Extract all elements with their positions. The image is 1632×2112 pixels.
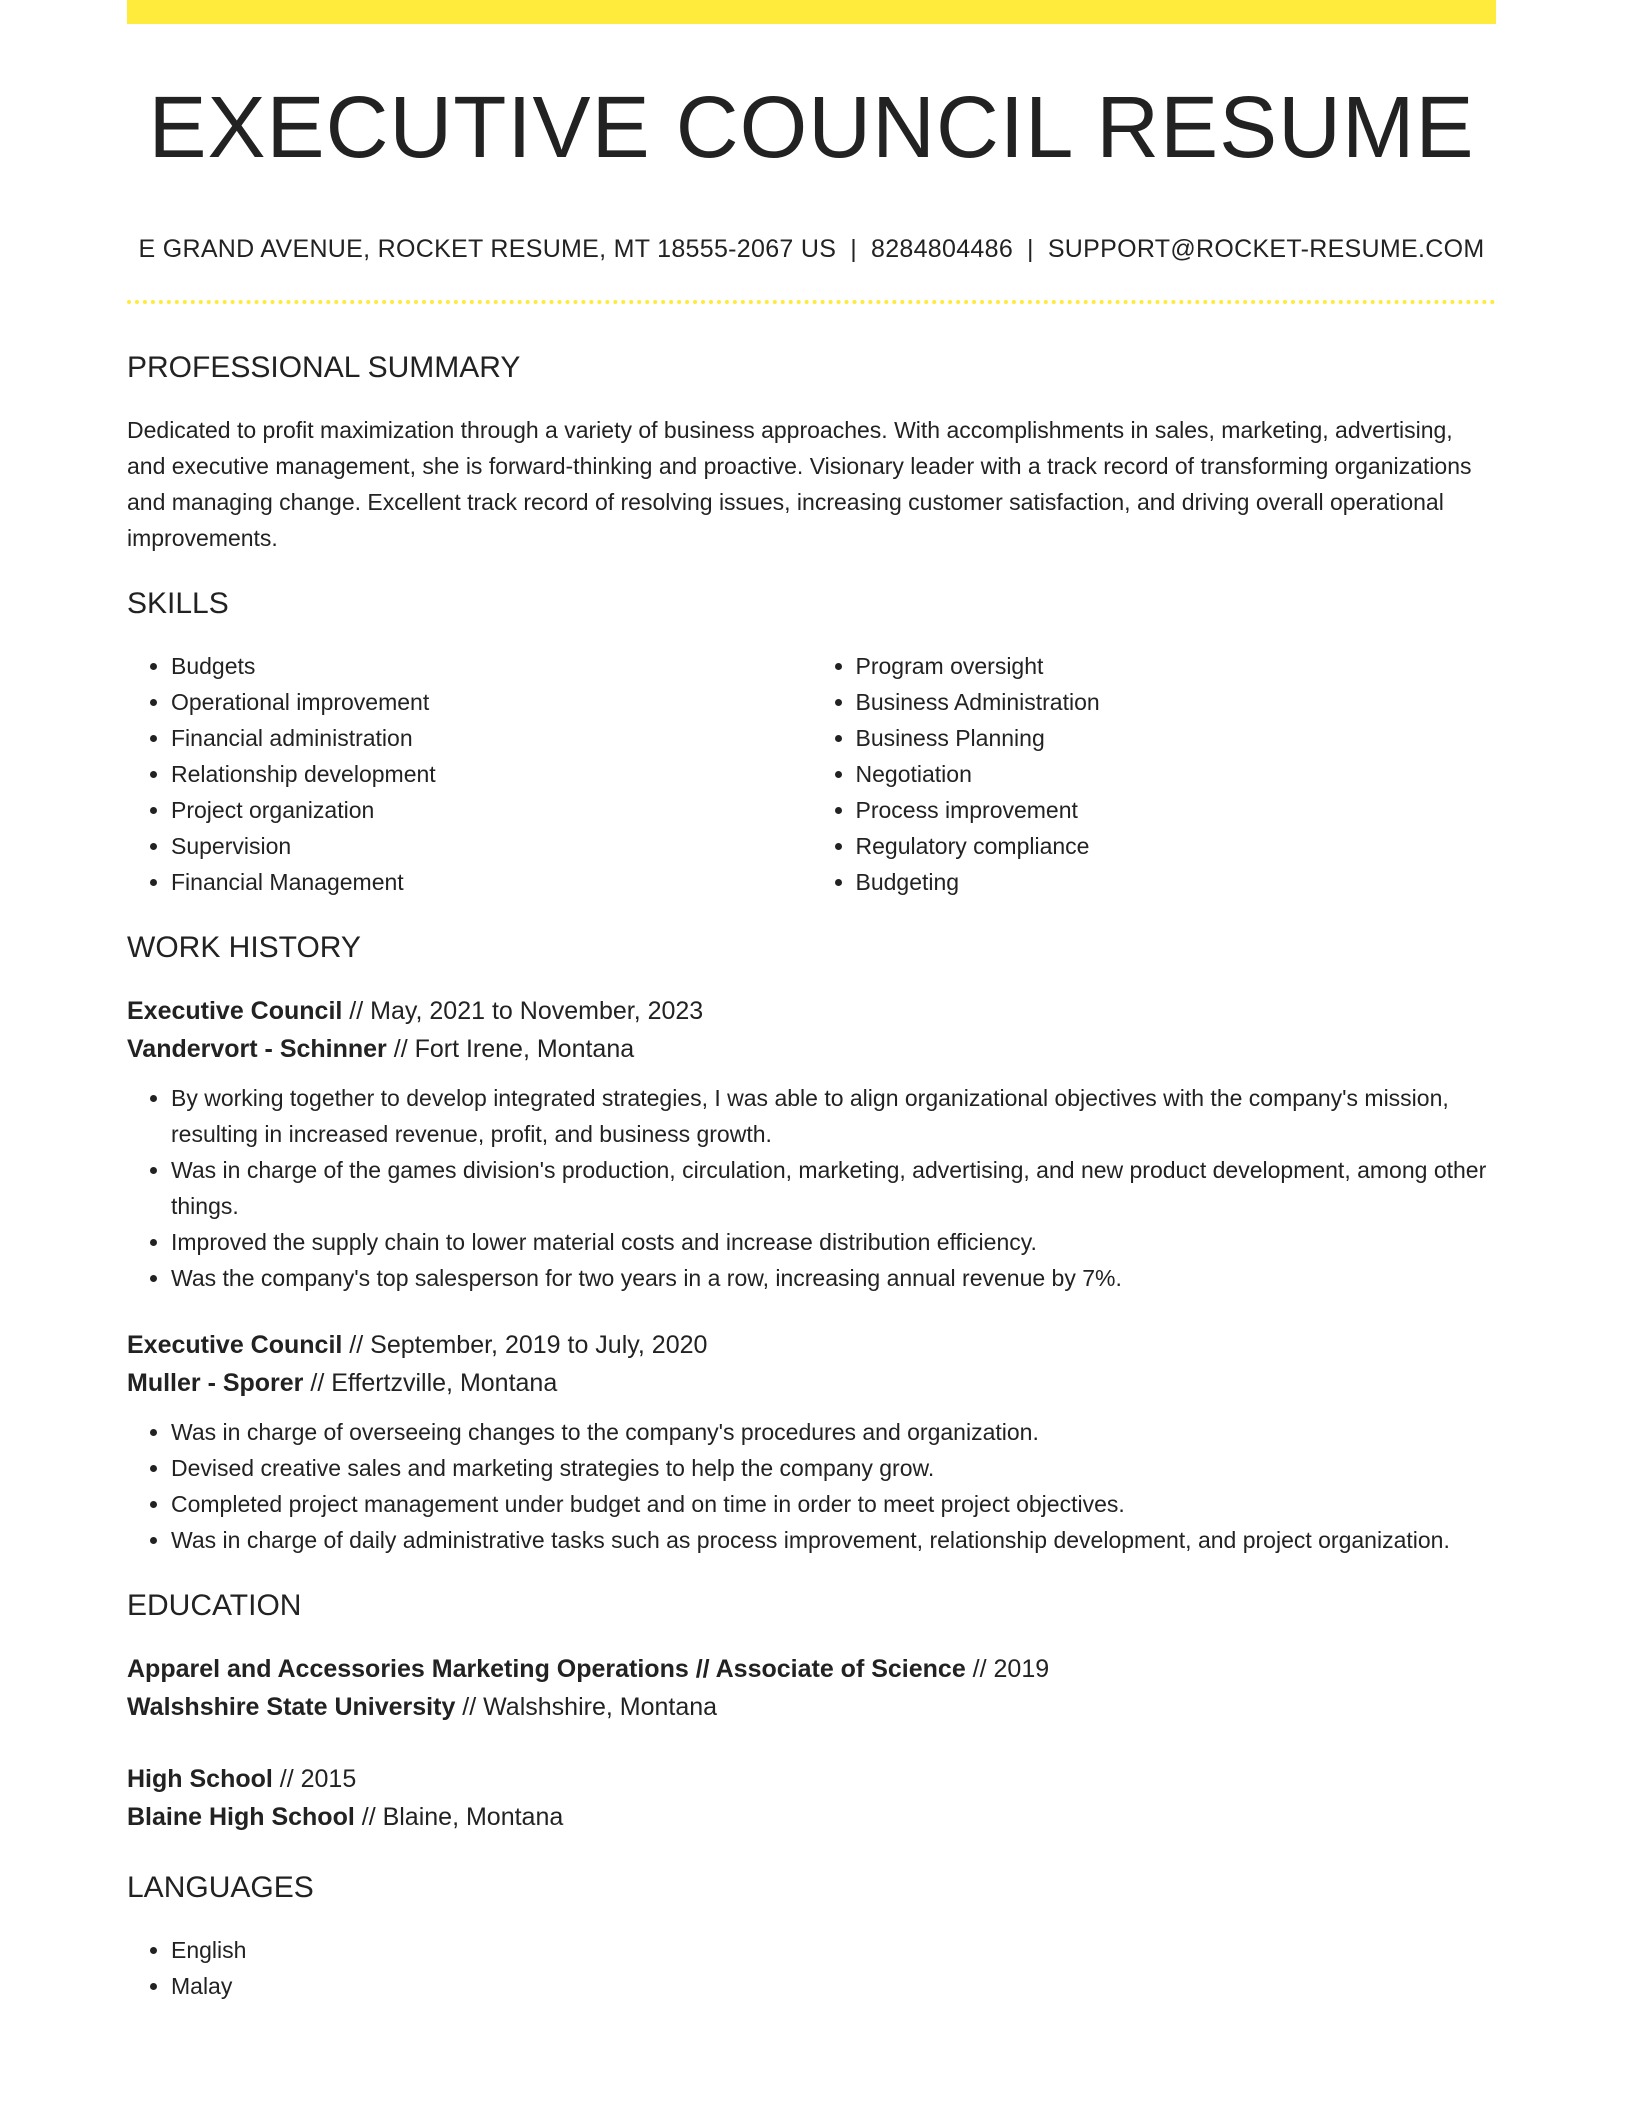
job-location: // Fort Irene, Montana <box>386 1034 635 1063</box>
contact-email: SUPPORT@ROCKET-RESUME.COM <box>1047 234 1485 263</box>
job-bullet: • Was in charge of daily administrative tasks such as process improvement, relationship development, and project organization. <box>171 1522 1496 1558</box>
skill-item: • Negotiation <box>856 756 1497 792</box>
education-degree: Apparel and Accessories Marketing Operations // Associate of Science <box>127 1654 966 1683</box>
job-bullet: • Improved the supply chain to lower material costs and increase distribution efficiency. <box>171 1224 1496 1260</box>
skill-item: • Program oversight <box>856 648 1497 684</box>
skill-item: • Business Administration <box>856 684 1497 720</box>
language-item: • English <box>171 1932 1496 1968</box>
education-degree-line <box>127 1760 1496 1798</box>
resume-title: EXECUTIVE COUNCIL RESUME <box>148 79 1475 176</box>
job-role: Executive Council <box>127 996 343 1025</box>
job-entry <box>127 992 1496 1296</box>
job-company: Vandervort - Schinner <box>127 1034 387 1063</box>
education-degree: High School <box>127 1764 273 1793</box>
education-degree-line <box>127 1650 1496 1688</box>
skill-item: • Budgets <box>171 648 812 684</box>
dotted-divider <box>127 300 1496 304</box>
education-school: Walshshire State University <box>127 1692 456 1721</box>
job-bullet: • Completed project management under budget and on time in order to meet project objectives. <box>171 1486 1496 1522</box>
skill-item: • Financial administration <box>171 720 812 756</box>
languages-heading: LANGUAGES <box>127 1870 314 1904</box>
job-entry <box>127 1326 1496 1558</box>
education-location: // Blaine, Montana <box>354 1802 564 1831</box>
language-item: • Malay <box>171 1968 1496 2004</box>
skill-item: • Budgeting <box>856 864 1497 900</box>
job-bullets <box>127 1080 1496 1296</box>
contact-separator: | <box>850 234 857 263</box>
languages-list <box>127 1932 1496 2004</box>
skill-item: • Process improvement <box>856 792 1497 828</box>
skills-heading: SKILLS <box>127 586 229 620</box>
job-bullet: • Was the company's top salesperson for two years in a row, increasing annual revenue by 7%. <box>171 1260 1496 1296</box>
job-bullet: • Devised creative sales and marketing strategies to help the company grow. <box>171 1450 1496 1486</box>
job-dates: // May, 2021 to November, 2023 <box>342 996 704 1025</box>
education-heading: EDUCATION <box>127 1588 302 1622</box>
job-role-line <box>127 1326 1496 1364</box>
skills-column-right <box>812 648 1497 900</box>
contact-separator: | <box>1027 234 1034 263</box>
skill-item: • Financial Management <box>171 864 812 900</box>
education-location: // Walshshire, Montana <box>455 1692 718 1721</box>
skill-item: • Supervision <box>171 828 812 864</box>
skills-list <box>127 648 1496 900</box>
job-dates: // September, 2019 to July, 2020 <box>342 1330 708 1359</box>
education-school-line <box>127 1798 1496 1836</box>
top-accent-bar <box>127 0 1496 24</box>
job-bullet: • By working together to develop integrated strategies, I was able to align organizational objectives with the company's mission, resulting in increased revenue, profit, and business growth. <box>171 1080 1496 1152</box>
job-company: Muller - Sporer <box>127 1368 304 1397</box>
job-bullets <box>127 1414 1496 1558</box>
skill-item: • Operational improvement <box>171 684 812 720</box>
job-bullet: • Was in charge of the games division's production, circulation, marketing, advertising, and new product development, among other things. <box>171 1152 1496 1224</box>
job-role-line <box>127 992 1496 1030</box>
education-year: // 2015 <box>272 1764 357 1793</box>
education-entry <box>127 1760 1496 1836</box>
skill-item: • Regulatory compliance <box>856 828 1497 864</box>
education-school-line <box>127 1688 1496 1726</box>
skills-column-left <box>127 648 812 900</box>
job-company-line <box>127 1030 1496 1068</box>
job-company-line <box>127 1364 1496 1402</box>
skill-item: • Relationship development <box>171 756 812 792</box>
contact-address: E GRAND AVENUE, ROCKET RESUME, MT 18555-2067 US <box>138 234 837 263</box>
education-entry <box>127 1650 1496 1726</box>
skill-item: • Business Planning <box>856 720 1497 756</box>
job-location: // Effertzville, Montana <box>303 1368 558 1397</box>
contact-line <box>127 234 1496 264</box>
skill-item: • Project organization <box>171 792 812 828</box>
contact-phone: 8284804486 <box>870 234 1014 263</box>
job-role: Executive Council <box>127 1330 343 1359</box>
job-bullet: • Was in charge of overseeing changes to the company's procedures and organization. <box>171 1414 1496 1450</box>
resume-page <box>127 0 1496 2004</box>
education-school: Blaine High School <box>127 1802 355 1831</box>
work-history-heading: WORK HISTORY <box>127 930 361 964</box>
summary-text: Dedicated to profit maximization through a variety of business approaches. With accomplishments in sales, marketing, advertising, and executive management, she is forward-thinking and proactive. Visionary leader with a track record of transforming organizations and managing change. Excellent track record of resolving issues, increasing customer satisfaction, and driving overall operational improvements. <box>127 416 1472 551</box>
education-year: // 2019 <box>965 1654 1050 1683</box>
summary-heading: PROFESSIONAL SUMMARY <box>127 350 521 384</box>
